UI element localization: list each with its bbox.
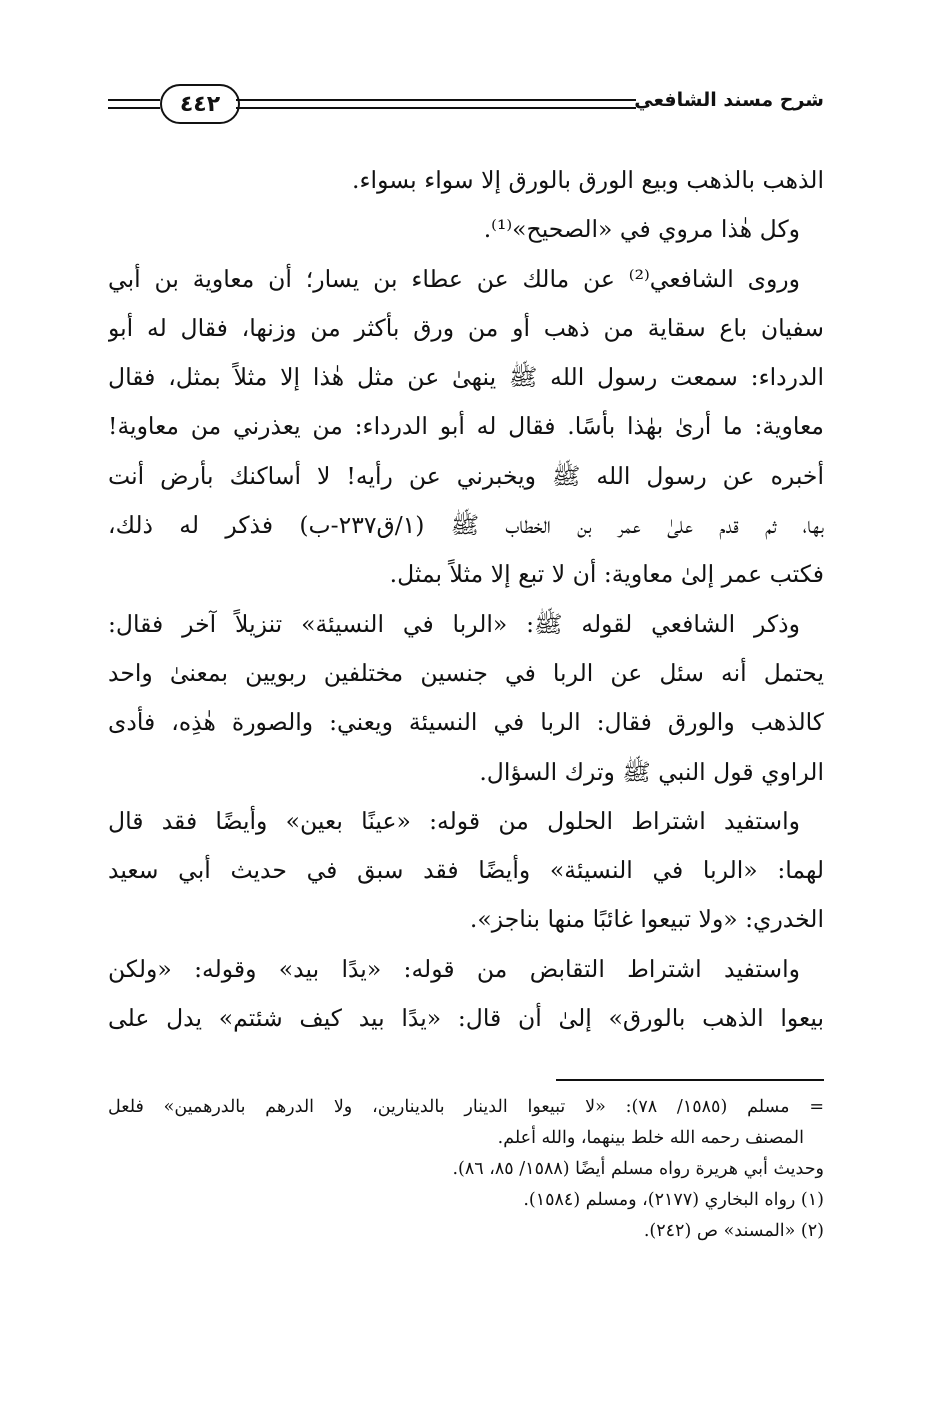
text-line: الراوي قول النبي ﷺ وترك السؤال. xyxy=(479,757,824,786)
footnote-line: (١) رواه البخاري (٢١٧٧)، ومسلم (١٥٨٤). xyxy=(523,1190,824,1210)
text-line: الذهب بالذهب وبيع الورق بالورق إلا سواء بسواء. xyxy=(352,166,824,194)
text-line: الخدري: «ولا تبيعوا غائبًا منها بناجز». xyxy=(469,905,824,934)
text-line: بيعوا الذهب بالورق» إلىٰ أن قال: «يدًا بيد كيف شئتم» يدل على xyxy=(108,1004,824,1033)
footnote-line: المصنف رحمه الله خلط بينهما، والله أعلم. xyxy=(497,1128,804,1148)
text-line: الدرداء: سمعت رسول الله ﷺ ينهىٰ عن مثل هٰذا إلا مثلاً بمثل، فقال xyxy=(108,363,824,392)
text-line: كالذهب والورق فقال: الربا في النسيئة ويعني: والصورة هٰذِه، فأدى xyxy=(108,708,824,737)
footnote-line: (٢) «المسند» ص (٢٤٢). xyxy=(643,1221,824,1241)
footnote-line: = مسلم (١٥٨٥/ ٧٨): «لا تبيعوا الدينار بالدينارين، ولا الدرهم بالدرهمين» فلعل xyxy=(108,1097,824,1117)
text-line: بها، ثم قدم علىٰ عمر بن الخطاب ﷺ (١/ق٢٣٧-ب) فذكر له ذلك، xyxy=(108,511,824,540)
running-header xyxy=(108,83,824,125)
header-rule-right xyxy=(250,99,636,109)
text-line: وكل هٰذا مروي في «الصحيح»⁽¹⁾. xyxy=(483,215,800,244)
text-line: وروى الشافعي⁽²⁾ عن مالك عن عطاء بن يسار؛ أن معاوية بن أبي xyxy=(108,264,801,293)
text-line: أخبره عن رسول الله ﷺ ويخبرني عن رأيه! لا أساكنك بأرض أنت xyxy=(108,461,824,490)
text-line: يحتمل أنه سئل عن الربا في جنسين مختلفين ربويين بمعنىٰ واحد xyxy=(108,658,824,687)
badge-tail-left xyxy=(142,99,160,109)
text-line: معاوية: ما أرىٰ بهٰذا بأسًا. فقال له أبو الدرداء: من يعذرني من معاوية! xyxy=(108,412,824,441)
text-line: واستفيد اشتراط التقابض من قوله: «يدًا بيد» وقوله: «ولكن xyxy=(108,954,800,983)
text-line: لهما: «الربا في النسيئة» وأيضًا فقد سبق في حديث أبي سعيد xyxy=(108,856,824,885)
text-line: وذكر الشافعي لقوله ﷺ: «الربا في النسيئة» تنزيلاً آخر فقال: xyxy=(108,609,800,638)
running-title: شرح مسند الشافعي xyxy=(634,89,824,111)
main-text xyxy=(108,156,824,1043)
page-number: ٤٤٢ xyxy=(160,84,240,124)
text-line: واستفيد اشتراط الحلول من قوله: «عينًا بعين» وأيضًا فقد قال xyxy=(108,806,800,835)
text-line: فكتب عمر إلىٰ معاوية: أن لا تبع إلا مثلاً بمثل. xyxy=(389,560,824,589)
footnote-separator xyxy=(556,1079,824,1081)
header-rule-left xyxy=(108,99,142,109)
text-line: سفيان باع سقاية من ذهب أو من ورق بأكثر من وزنها، فقال له أبو xyxy=(108,313,824,342)
footnotes xyxy=(108,1092,824,1247)
footnote-line: وحديث أبي هريرة رواه مسلم أيضًا (١٥٨٨/ ٨٥، ٨٦). xyxy=(452,1159,824,1179)
